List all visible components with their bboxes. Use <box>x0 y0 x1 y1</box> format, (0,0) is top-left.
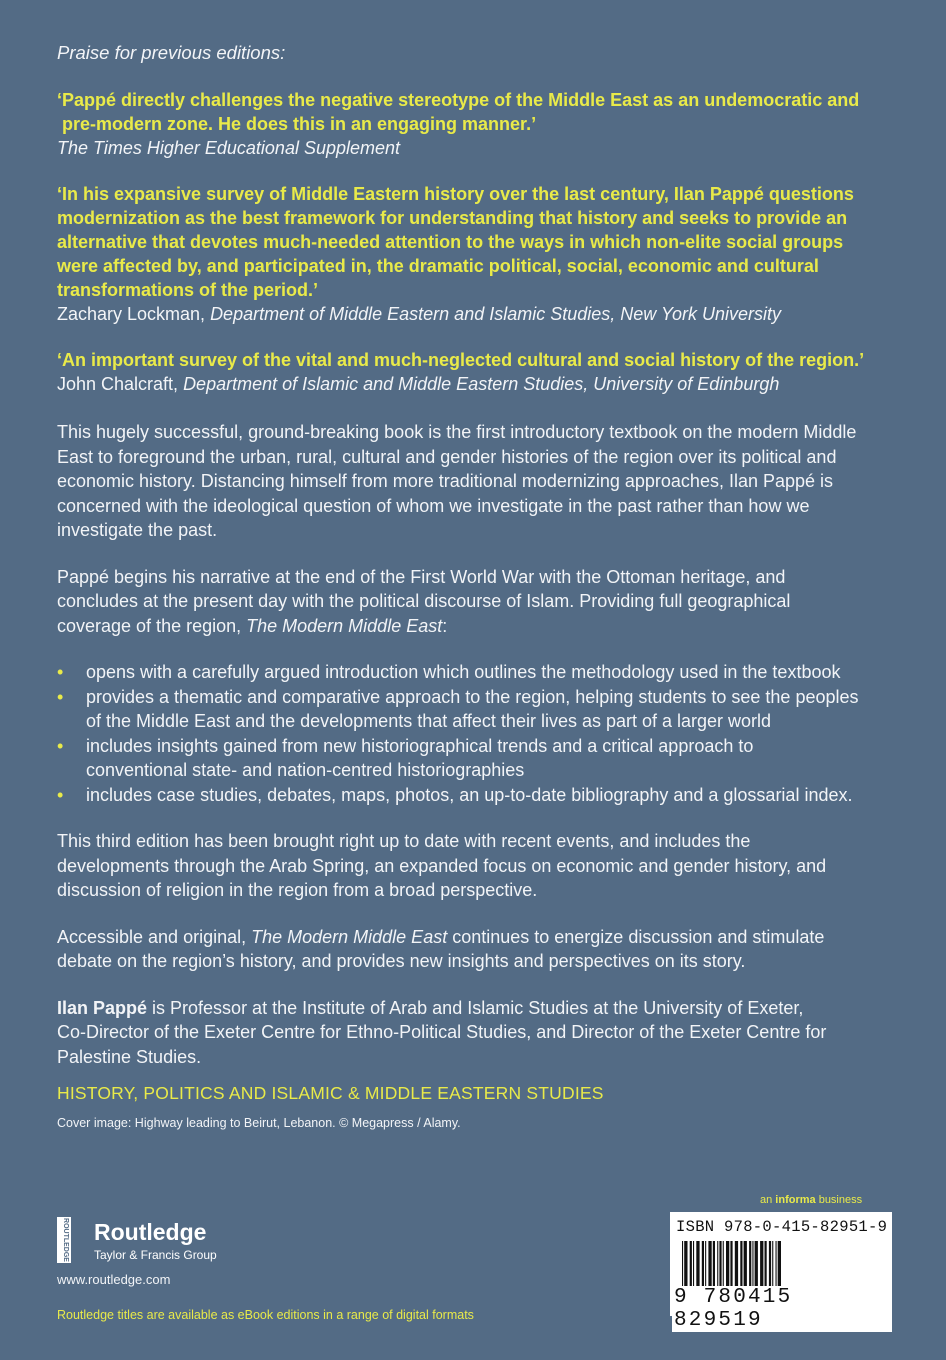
author-bio <box>57 996 897 1070</box>
text-line: includes case studies, debates, maps, photos, an up-to-date bibliography and a glossarial index. <box>86 784 853 805</box>
description-paragraph-4 <box>57 925 897 974</box>
bullet-icon: • <box>57 784 64 805</box>
text-span: an <box>760 1194 776 1206</box>
informa-tagline <box>760 1194 862 1206</box>
text-line: East to foreground the urban, rural, cultural and gender histories of the region over its political and <box>57 446 837 467</box>
text-line: concerned with the ideological question of whom we investigate in the past rather than how we <box>57 495 810 516</box>
routledge-mark-icon <box>57 1217 71 1263</box>
text-line: provides a thematic and comparative approach to the region, helping students to see the peoples <box>86 686 859 707</box>
quote-line: alternative that devotes much-needed attention to the ways in which non-elite social groups <box>57 232 844 252</box>
text-span: coverage of the region, <box>57 615 247 636</box>
text-line: concludes at the present day with the political discourse of Islam. Providing full geographical <box>57 591 791 611</box>
informa-brand: informa <box>775 1194 816 1206</box>
back-cover-content <box>57 40 897 1130</box>
text-line: of the Middle East and the developments that affect their lives as part of a larger world <box>86 711 772 731</box>
text-span: is Professor at the Institute of Arab and Islamic Studies at the University of Exeter, <box>147 997 804 1018</box>
quote-line: ‘Pappé directly challenges the negative stereotype of the Middle East as an undemocratic and <box>57 90 860 110</box>
barcode-digits: 9 780415 829519 <box>672 1286 892 1332</box>
publisher-name: Routledge <box>94 1219 207 1245</box>
quote-source-affiliation: Department of Middle Eastern and Islamic Studies, New York University <box>210 304 781 324</box>
text-line: Co-Director of the Exeter Centre for Ethno-Political Studies, and Director of the Exeter Centre for <box>57 1022 827 1042</box>
isbn-text: ISBN 978-0-415-82951-9 <box>676 1218 888 1236</box>
bullet-icon: • <box>57 662 64 682</box>
text-line <box>57 996 897 1021</box>
routledge-logo <box>57 1217 277 1263</box>
ebook-note: Routledge titles are available as eBook editions in a range of digital formats <box>57 1308 474 1322</box>
quote-line: modernization as the best framework for understanding that history and seeks to provide an <box>57 208 848 228</box>
text-line: economic history. Distancing himself from more traditional modernizing approaches, Ilan Pappé is <box>57 471 834 491</box>
text-line <box>57 925 897 950</box>
quote-source: The Times Higher Educational Supplement <box>57 138 401 158</box>
book-title: The Modern Middle East <box>246 615 443 636</box>
publisher-website: www.routledge.com <box>57 1272 171 1287</box>
book-title: The Modern Middle East <box>251 926 448 947</box>
praise-heading: Praise for previous editions: <box>57 42 286 63</box>
text-span: : <box>442 615 448 636</box>
list-item <box>57 685 897 734</box>
text-span: continues to energize discussion and stimulate <box>447 926 825 947</box>
cover-credit: Cover image: Highway leading to Beirut, Lebanon. © Megapress / Alamy. <box>57 1116 461 1130</box>
text-line: Pappé begins his narrative at the end of the First World War with the Ottoman heritage, and <box>57 566 786 587</box>
list-item <box>57 660 897 685</box>
quote-source <box>57 302 897 326</box>
quote-line: transformations of the period.’ <box>57 280 319 300</box>
text-span: business <box>815 1194 863 1206</box>
text-line: Palestine Studies. <box>57 1046 202 1067</box>
text-line: debate on the region’s history, and provides new insights and perspectives on its story. <box>57 951 746 971</box>
quote-3 <box>57 348 897 396</box>
quote-2 <box>57 182 897 326</box>
quote-source-affiliation: Department of Islamic and Middle Eastern Studies, University of Edinburgh <box>183 374 780 394</box>
svg-text:ROUTLEDGE: ROUTLEDGE <box>62 1218 69 1262</box>
quote-line: pre-modern zone. He does this in an engaging manner.’ <box>57 114 537 134</box>
text-line: investigate the past. <box>57 520 218 540</box>
quote-1 <box>57 88 897 160</box>
subject-category: HISTORY, POLITICS AND ISLAMIC & MIDDLE EASTERN STUDIES <box>57 1083 604 1103</box>
quote-source <box>57 372 897 396</box>
text-line: This hugely successful, ground-breaking book is the first introductory textbook on the modern Middle <box>57 422 857 442</box>
text-line: developments through the Arab Spring, an expanded focus on economic and gender history, and <box>57 855 827 876</box>
text-line: discussion of religion in the region from a broad perspective. <box>57 880 538 900</box>
quote-source-name: John Chalcraft, <box>57 374 184 394</box>
text-line: opens with a carefully argued introduction which outlines the methodology used in the textbook <box>86 662 841 682</box>
list-item <box>57 734 897 783</box>
quote-line: were affected by, and participated in, the dramatic political, social, economic and cultural <box>57 256 819 276</box>
list-item <box>57 783 897 808</box>
text-span: Accessible and original, <box>57 926 252 947</box>
text-line: conventional state- and nation-centred historiographies <box>86 760 525 780</box>
description-paragraph-1 <box>57 420 897 543</box>
description-paragraph-2 <box>57 565 897 639</box>
isbn-barcode <box>670 1212 892 1332</box>
text-line: includes insights gained from new historiographical trends and a critical approach to <box>86 735 754 756</box>
feature-list <box>57 660 897 807</box>
description-paragraph-3 <box>57 829 897 903</box>
text-line: This third edition has been brought right up to date with recent events, and includes the <box>57 831 751 851</box>
quote-line: ‘An important survey of the vital and much-neglected cultural and social history of the region.’ <box>57 350 865 370</box>
publisher-group: Taylor & Francis Group <box>94 1248 217 1262</box>
author-name: Ilan Pappé <box>57 997 148 1018</box>
text-line <box>57 614 897 639</box>
quote-line: ‘In his expansive survey of Middle Eastern history over the last century, Ilan Pappé questions <box>57 184 854 204</box>
quote-source-name: Zachary Lockman, <box>57 304 211 324</box>
bullet-icon: • <box>57 686 64 707</box>
bullet-icon: • <box>57 735 64 756</box>
